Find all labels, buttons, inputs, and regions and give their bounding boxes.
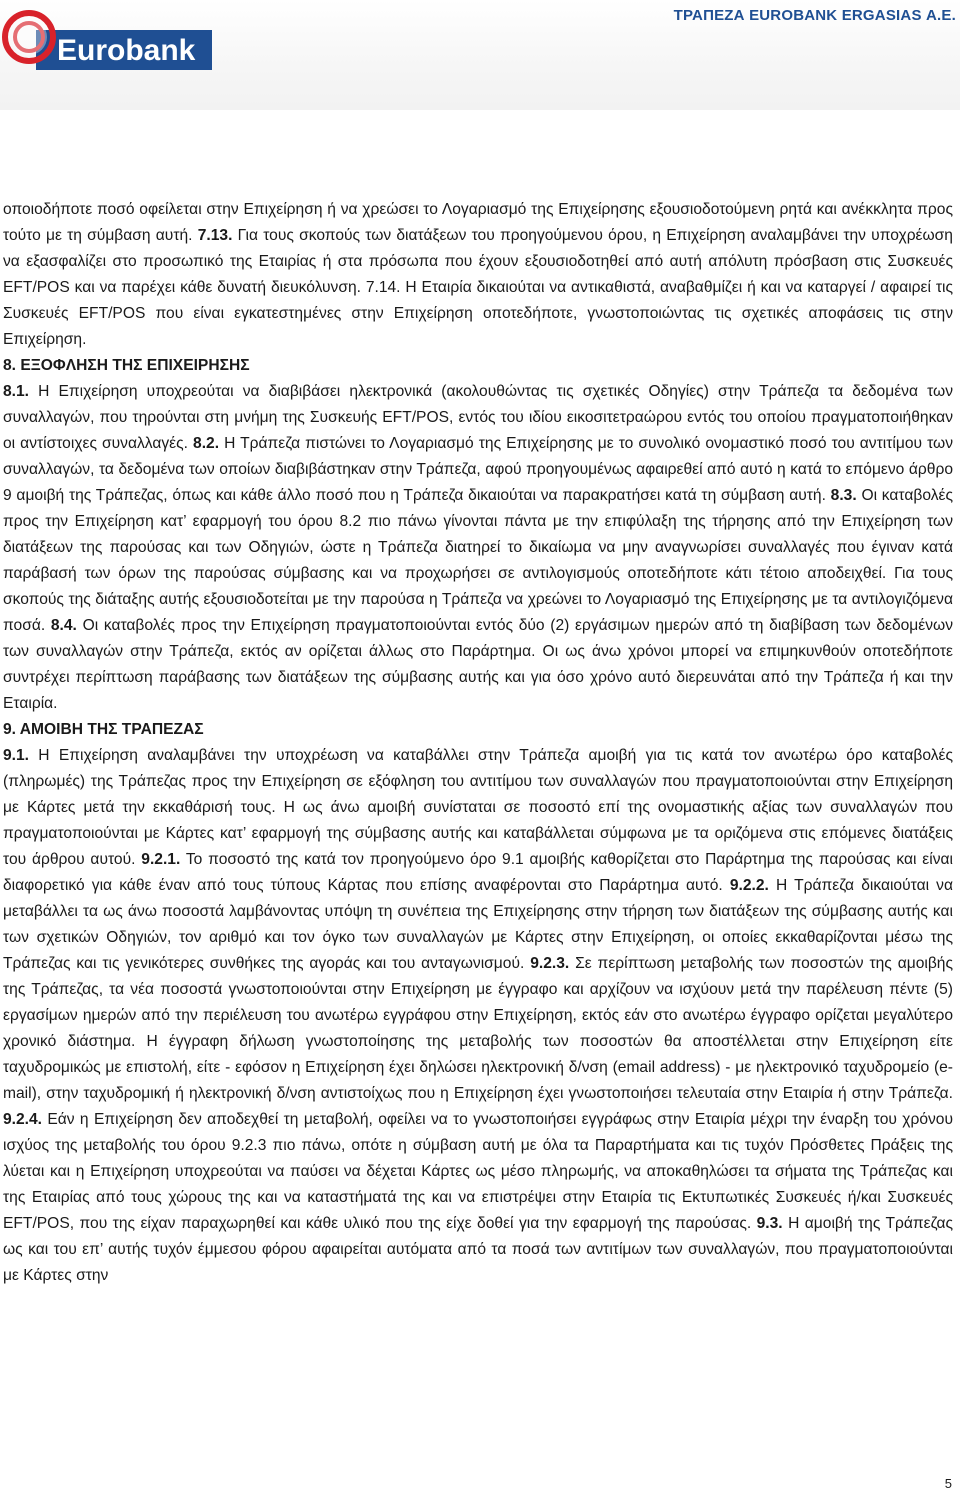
document-body: [3, 197, 953, 1289]
clause-number: 9.2.3.: [530, 955, 570, 972]
paragraph-9: [3, 743, 953, 1289]
clause-text: Το ποσοστό της κατά τον προηγούμενο όρο 9.1 αμοιβής καθορίζεται στο Παράρτημα της παρούσας και είναι διαφορετικό για κάθε έναν από τους τύπους Κάρτας που επίσης αναφέρονται στο Παράρτημα αυτό.: [3, 851, 953, 894]
clause-number: 7.13.: [197, 227, 233, 244]
clause-number: 8.4.: [50, 617, 77, 634]
clause-text: Οι καταβολές προς την Επιχείρηση κατ’ εφαρμογή του όρου 8.2 πιο πάνω γίνονται πάντα με την επιφύλαξη της τήρησης από την Επιχείρηση των διατάξεων της παρούσας και των Οδηγιών, ώστε η Τράπεζα διατηρεί το δικαίωμα να μην αναγνωρίσει συναλλαγές που έγιναν κατά παράβασή των όρων της παρούσας σύμβασης και να προχωρήσει σε αντιλογισμούς οποτεδήποτε κάτι τέτοιο αποδειχθεί. Για τους σκοπούς της διάταξης αυτής εξουσιοδοτείται με την παρούσα η Τράπεζα να χρεώνει το Λογαριασμό της Επιχείρησης με τα αντιλογιζόμενα ποσά.: [3, 487, 953, 634]
clause-number: 9.3.: [756, 1215, 783, 1232]
clause-number: 9.1.: [3, 747, 30, 764]
clause-text: Οι καταβολές προς την Επιχείρηση πραγματοποιούνται εντός δύο (2) εργάσιμων ημερών από τη διαβίβαση των δεδομένων των συναλλαγών στην Τράπεζα, εκτός αν ορίζεται άλλως στο Παράρτημα. Οι ως άνω χρόνοι μπορεί να επιμηκυνθούν οποτεδήποτε συντρέχει περίπτωση παράβασης των διατάξεων της σύμβασης αυτής και για όσο χρόνο αυτό διερευνάται από την Τράπεζα ή και την Εταιρία.: [3, 617, 954, 712]
clause-text: Η Επιχείρηση υποχρεούται να διαβιβάσει ηλεκτρονικά (ακολουθώντας τις σχετικές Οδηγίες) στην Τράπεζα τα δεδομένα των συναλλαγών, που τηρούνται στη μνήμη της Συσκευής EFT/POS, εντός του ιδίου εικοσιτετραώρου εντός του οποίου πραγματοποιήθηκαν οι αντίστοιχες συναλλαγές.: [3, 383, 953, 452]
clause-text: Η αμοιβή της Τράπεζας ως και του επ’ αυτής τυχόν έμμεσου φόρου αφαιρείται αυτόματα από τα ποσά των αντιτίμων των συναλλαγών, που πραγματοποιούνται με Κάρτες στην: [3, 1215, 953, 1284]
logo-highlight: [11, 19, 47, 55]
section-heading-9: 9. ΑΜΟΙΒΗ ΤΗΣ ΤΡΑΠΕΖΑΣ: [3, 721, 204, 738]
clause-number: 8.1.: [3, 383, 30, 400]
clause-text: Η Επιχείρηση αναλαμβάνει την υποχρέωση να καταβάλλει στην Τράπεζα αμοιβή για τις κατά τον ανωτέρω όρο καταβολές (πληρωμές) της Τράπεζας προς την Επιχείρηση σε εξόφληση του αντιτίμου των συναλλαγών που πραγματοποιούνται στην Επιχείρηση με Κάρτες μετά την εκκαθάρισή τους. Η ως άνω αμοιβή συνίσταται σε ποσοστό επί της ονομαστικής αξίας των συναλλαγών που πραγματοποιούνται με Κάρτες κατ’ εφαρμογή της σύμβασης αυτής και καταβάλλεται σύμφωνα με τα οριζόμενα στις επόμενες διατάξεις του άρθρου αυτού.: [3, 747, 953, 868]
section-heading-8: 8. ΕΞΟΦΛΗΣΗ ΤΗΣ ΕΠΙΧΕΙΡΗΣΗΣ: [3, 357, 250, 374]
clause-number: 9.2.4.: [3, 1111, 43, 1128]
clause-number: 9.2.1.: [141, 851, 181, 868]
page-number: 5: [944, 1476, 952, 1491]
clause-number: 8.3.: [830, 487, 857, 504]
clause-text: Για τους σκοπούς των διατάξεων του προηγούμενου όρου, η Επιχείρηση αναλαμβάνει την υποχρέωση να εξασφαλίζει στο προσωπικό της Εταιρίας ή στα πρόσωπα που έχουν εξουσιοδοτηθεί από αυτή απόλυτη πρόσβαση στις Συσκευές EFT/POS και να παρέχει κάθε δυνατή διευκόλυνση. 7.14. Η Εταιρία δικαιούται να αντικαθιστά, αναβαθμίζει ή και να καταργεί / αφαιρεί τις Συσκευές EFT/POS που είναι εγκατεστημένες στην Επιχείρηση οποτεδήποτε, γνωστοποιώντας τις σχετικές αποφάσεις τις στην Επιχείρηση.: [3, 227, 953, 348]
clause-text: Σε περίπτωση μεταβολής των ποσοστών της αμοιβής της Τράπεζας, τα νέα ποσοστά γνωστοποιούνται στην Επιχείρηση με έγγραφο και αρχίζουν να ισχύουν μετά την παρέλευση πέντε (5) εργασίμων ημερών από την περιέλευση του ανωτέρω εγγράφου στην Επιχείρηση, εκτός εάν στο ανωτέρω έγγραφο ορίζεται μεγαλύτερο χρονικό διάστημα. Η έγγραφη δήλωση γνωστοποίησης της μεταβολής των ποσοστών θα αποστέλλεται στην Επιχείρηση είτε ταχυδρομικώς με επιστολή, είτε - εφόσον η Επιχείρηση έχει δηλώσει ηλεκτρονική δ/νση (email address) - με ηλεκτρονικό ταχυδρομείο (e-mail), στην ταχυδρομική ή ηλεκτρονική δ/νση αντιστοίχως που η Επιχείρηση έχει γνωστοποιήσει τελευταία στην Εταιρία ή στην Τράπεζα.: [3, 955, 953, 1102]
page-header: [0, 0, 960, 110]
paragraph-8: [3, 379, 953, 717]
eurobank-logo: [2, 6, 214, 70]
clause-number: 9.2.2.: [729, 877, 769, 894]
clause-number: 8.2.: [193, 435, 220, 452]
clause-text: Η Τράπεζα δικαιούται να μεταβάλλει τα ως άνω ποσοστά λαμβάνοντας υπόψη τη συνέπεια της Επιχείρησης στην τήρηση των διατάξεων της σύμβασης αυτής και των σχετικών Οδηγιών, τον αριθμό και τον όγκο των συναλλαγών με Κάρτες στην Επιχείρηση, οι οποίες εκκαθαρίζονται μέσω της Τράπεζας και τις γενικότερες συνθήκες της αγοράς και του ανταγωνισμού.: [3, 877, 953, 972]
bank-name: ΤΡΑΠΕΖΑ EUROBANK ERGASIAS Α.Ε.: [673, 7, 956, 24]
clause-text: Εάν η Επιχείρηση δεν αποδεχθεί τη μεταβολή, οφείλει να το γνωστοποιήσει εγγράφως στην Εταιρία μέχρι την έναρξη του χρόνου ισχύος της μεταβολής του όρου 9.2.3 πιο πάνω, οπότε η σύμβαση αυτή με όλα τα Παραρτήματα και τις τυχόν Πρόσθετες Πράξεις της λύεται και η Επιχείρηση υποχρεούται να παύσει να δέχεται Κάρτες ως μέσο πληρωμής, να αποκαθηλώσει τα σήματα της Τράπεζας και της Εταιρίας από τους χώρους της και να καταστήματά της και να επιστρέψει στην Εταιρία τις Εκτυπωτικές Συσκευές ή/και Συσκευές EFT/POS, που της είχαν παραχωρηθεί και κάθε υλικό που της είχε δοθεί για την εφαρμογή της παρούσας.: [3, 1111, 953, 1232]
logo-text: Eurobank: [57, 34, 196, 67]
clause-text: οποιοδήποτε ποσό οφείλεται στην Επιχείρηση ή να χρεώσει το Λογαριασμό της Επιχείρησης εξουσιοδοτούμενη ρητά και ανέκκλητα προς τούτο με τη σύμβαση αυτή.: [3, 201, 953, 244]
clause-text: Η Τράπεζα πιστώνει το Λογαριασμό της Επιχείρησης με το συνολικό ονομαστικό ποσό του αντιτίμου των συναλλαγών, τα δεδομένα των οποίων διαβιβάστηκαν στην Τράπεζα, αφού προηγουμένως αφαιρεθεί από αυτό η κατά το επόμενο άρθρο 9 αμοιβή της Τράπεζας, όπως και κάθε άλλο ποσό που η Τράπεζα δικαιούται να παρακρατήσει κατά τη σύμβαση αυτή.: [3, 435, 953, 504]
paragraph-7-continued: [3, 197, 953, 353]
